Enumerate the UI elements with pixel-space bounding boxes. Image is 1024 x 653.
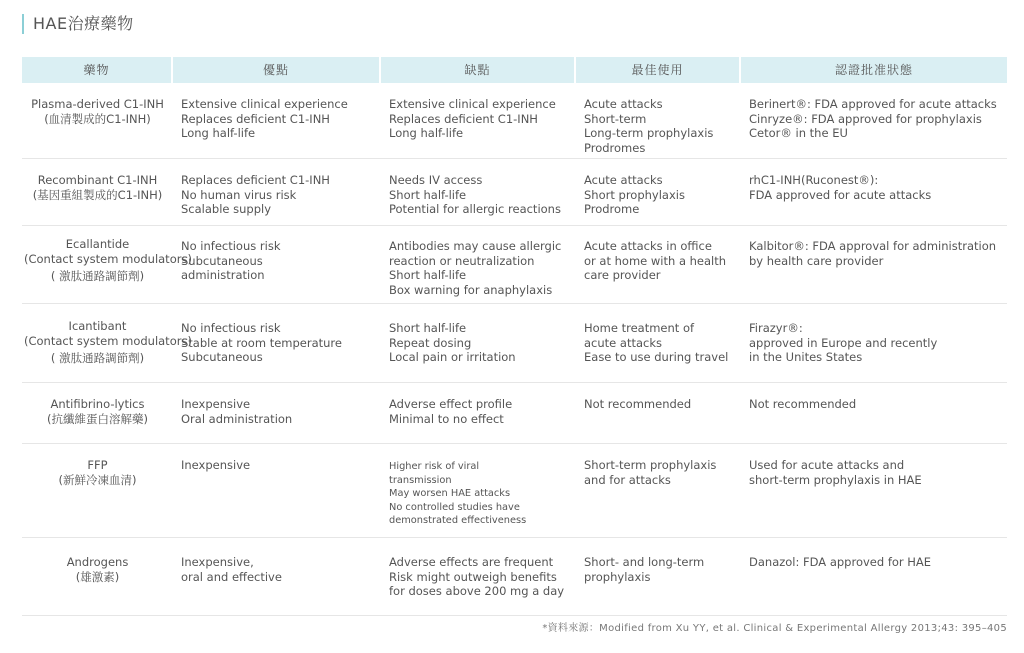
cell-drug-line: ( 激肽通路調節劑) [50, 269, 145, 284]
cell-best-use [576, 444, 741, 538]
cell-cons-line: Long half-life [389, 126, 464, 141]
cell-cons [381, 159, 576, 226]
cell-drug [22, 304, 192, 383]
cell-pros-line: Extensive clinical experience [181, 97, 348, 111]
cell-best-use-line: acute attacks [584, 335, 662, 350]
cell-best-use-line: Home treatment of [584, 321, 695, 335]
cell-drug-line: FFP [87, 458, 108, 472]
cell-best-use-line: Short-term [584, 111, 647, 126]
cell-drug [22, 83, 173, 159]
cell-cons-line: Higher risk of viral [389, 461, 480, 472]
header-approval-status: 認證批准狀態 [741, 57, 1007, 83]
cell-cons-line: Short half-life [389, 321, 467, 335]
cell-pros-line: No infectious risk [181, 239, 281, 253]
cell-cons-line: May worsen HAE attacks [389, 488, 511, 500]
cell-approval-status-line: Danazol: FDA approved for HAE [749, 555, 932, 569]
cell-best-use-line: or at home with a health [584, 253, 727, 268]
cell-pros-line: Inexpensive, [181, 555, 254, 569]
cell-best-use [576, 383, 741, 444]
cell-cons [381, 226, 576, 304]
cell-cons-line: Adverse effects are frequent [389, 555, 554, 569]
cell-cons-line: Antibodies may cause allergic [389, 239, 562, 253]
cell-pros [173, 383, 381, 444]
cell-drug [22, 226, 192, 304]
table-row [22, 538, 1007, 616]
cell-drug-line: Androgens [66, 555, 129, 569]
cell-drug-line: (Contact system modulators) [24, 333, 192, 348]
cell-approval-status-line: rhC1-INH(Ruconest®): [749, 173, 879, 187]
header-drug: 藥物 [22, 57, 173, 83]
cell-drug-line: (Contact system modulators) [24, 251, 192, 266]
cell-approval-status [741, 226, 1007, 304]
cell-approval-status-line: Used for acute attacks and [749, 458, 905, 472]
cell-cons-line: Minimal to no effect [389, 411, 504, 426]
cell-cons-line: Short half-life [389, 187, 467, 202]
cell-drug [22, 383, 173, 444]
cell-drug-line: (雄激素) [75, 569, 120, 584]
cell-pros-line: administration [181, 268, 265, 283]
cell-approval-status-line: by health care provider [749, 253, 884, 268]
cell-approval-status-line: Kalbitor®: FDA approval for administration [749, 239, 997, 253]
cell-best-use [576, 83, 741, 159]
cell-cons-line: demonstrated effectiveness [389, 515, 527, 527]
cell-drug-line: Recombinant C1-INH [37, 173, 158, 187]
cell-best-use-line: Acute attacks [584, 173, 663, 187]
cell-drug-line: (抗纖維蛋白溶解藥) [47, 411, 148, 426]
cell-drug-line: (血清製成的C1-INH) [44, 111, 151, 126]
table-row [22, 444, 1007, 538]
cell-pros-line: No infectious risk [181, 321, 281, 335]
cell-pros-line: Subcutaneous [181, 350, 263, 365]
cell-pros [173, 304, 381, 383]
cell-approval-status [741, 383, 1007, 444]
cell-drug-line: Ecallantide [65, 237, 130, 251]
cell-best-use [576, 159, 741, 226]
cell-pros-line: Subcutaneous [181, 253, 263, 268]
cell-approval-status-line: Not recommended [749, 397, 857, 411]
header-best-use: 最佳使用 [576, 57, 741, 83]
cell-pros [173, 159, 381, 226]
cell-cons-line: No controlled studies have [389, 501, 520, 513]
cell-best-use-line: prophylaxis [584, 569, 651, 584]
cell-cons-line: Potential for allergic reactions [389, 202, 561, 217]
cell-best-use-line: Acute attacks [584, 97, 663, 111]
cell-pros [173, 444, 381, 538]
cell-approval-status-line: approved in Europe and recently [749, 335, 938, 350]
cell-best-use-line: and for attacks [584, 472, 671, 487]
cell-best-use [576, 304, 741, 383]
cell-drug-line: (基因重組製成的C1-INH) [32, 187, 163, 202]
cell-pros-line: Replaces deficient C1-INH [181, 111, 330, 126]
table-row [22, 226, 1007, 304]
cell-pros-line: oral and effective [181, 569, 282, 584]
cell-drug-line: Icantibant [68, 319, 127, 333]
page-title: HAE治療藥物 [22, 14, 134, 34]
cell-cons-line: reaction or neutralization [389, 253, 535, 268]
cell-cons [381, 383, 576, 444]
table-row [22, 304, 1007, 383]
cell-cons-line: Needs IV access [389, 173, 483, 187]
cell-approval-status-line: Berinert®: FDA approved for acute attacks [749, 97, 997, 111]
cell-cons-line: Short half-life [389, 268, 467, 283]
cell-best-use-line: Ease to use during travel [584, 350, 729, 365]
cell-drug [22, 538, 173, 616]
cell-best-use-line: Short-term prophylaxis [584, 458, 717, 472]
cell-best-use-line: Acute attacks in office [584, 239, 712, 253]
cell-cons [381, 83, 576, 159]
cell-pros-line: Inexpensive [181, 458, 251, 472]
cell-approval-status [741, 538, 1007, 616]
cell-cons-line: Box warning for anaphylaxis [389, 282, 553, 297]
cell-best-use-line: care provider [584, 268, 661, 283]
cell-approval-status-line: FDA approved for acute attacks [749, 187, 932, 202]
cell-approval-status [741, 159, 1007, 226]
cell-best-use [576, 538, 741, 616]
cell-approval-status-line: Cinryze®: FDA approved for prophylaxis [749, 111, 982, 126]
cell-cons-line: Replaces deficient C1-INH [389, 111, 538, 126]
cell-approval-status-line: Cetor® in the EU [749, 126, 848, 141]
cell-pros [173, 538, 381, 616]
table-row [22, 83, 1007, 159]
cell-cons-line: transmission [389, 474, 452, 486]
cell-pros-line: Long half-life [181, 126, 256, 141]
cell-approval-status-line: in the Unites States [749, 350, 863, 365]
cell-cons-line: Extensive clinical experience [389, 97, 556, 111]
cell-pros-line: Scalable supply [181, 202, 272, 217]
cell-approval-status [741, 304, 1007, 383]
cell-best-use-line: Prodrome [584, 202, 640, 217]
cell-pros [173, 83, 381, 159]
cell-pros-line: Replaces deficient C1-INH [181, 173, 330, 187]
cell-approval-status-line: Firazyr®: [749, 321, 803, 335]
cell-drug-line: Plasma-derived C1-INH [31, 97, 164, 111]
cell-cons-line: for doses above 200 mg a day [389, 584, 565, 599]
cell-pros-line: Oral administration [181, 411, 293, 426]
table-body [22, 83, 1007, 616]
cell-pros-line: Inexpensive [181, 397, 251, 411]
header-pros: 優點 [173, 57, 381, 83]
cell-drug-line: Antifibrino-lytics [50, 397, 145, 411]
cell-best-use-line: Short- and long-term [584, 555, 705, 569]
header-cons: 缺點 [381, 57, 576, 83]
cell-cons-line: Repeat dosing [389, 335, 472, 350]
cell-drug-line: (新鮮冷凍血清) [58, 472, 137, 487]
cell-cons [381, 538, 576, 616]
cell-pros [173, 226, 381, 304]
cell-cons-line: Risk might outweigh benefits [389, 569, 557, 584]
cell-cons [381, 444, 576, 538]
cell-cons-line: Local pain or irritation [389, 350, 516, 365]
cell-best-use-line: Long-term prophylaxis [584, 126, 714, 141]
cell-cons [381, 304, 576, 383]
cell-best-use-line: Short prophylaxis [584, 187, 685, 202]
cell-cons-line: Adverse effect profile [389, 397, 513, 411]
cell-approval-status [741, 83, 1007, 159]
cell-pros-line: Stable at room temperature [181, 335, 342, 350]
cell-drug-line: ( 激肽通路調節劑) [50, 351, 145, 366]
cell-best-use-line: Prodromes [584, 140, 646, 155]
source-citation: *資料來源：Modified from Xu YY, et al. Clinical & Experimental Allergy 2013;43: 395–405 [542, 623, 1007, 634]
cell-drug [22, 159, 173, 226]
cell-drug [22, 444, 173, 538]
table-row [22, 383, 1007, 444]
cell-approval-status [741, 444, 1007, 538]
cell-best-use-line: Not recommended [584, 397, 692, 411]
cell-approval-status-line: short-term prophylaxis in HAE [749, 472, 922, 487]
table-header-row [22, 57, 1007, 83]
cell-pros-line: No human virus risk [181, 187, 297, 202]
cell-best-use [576, 226, 741, 304]
table-row [22, 159, 1007, 226]
hae-drug-table [22, 57, 1007, 616]
